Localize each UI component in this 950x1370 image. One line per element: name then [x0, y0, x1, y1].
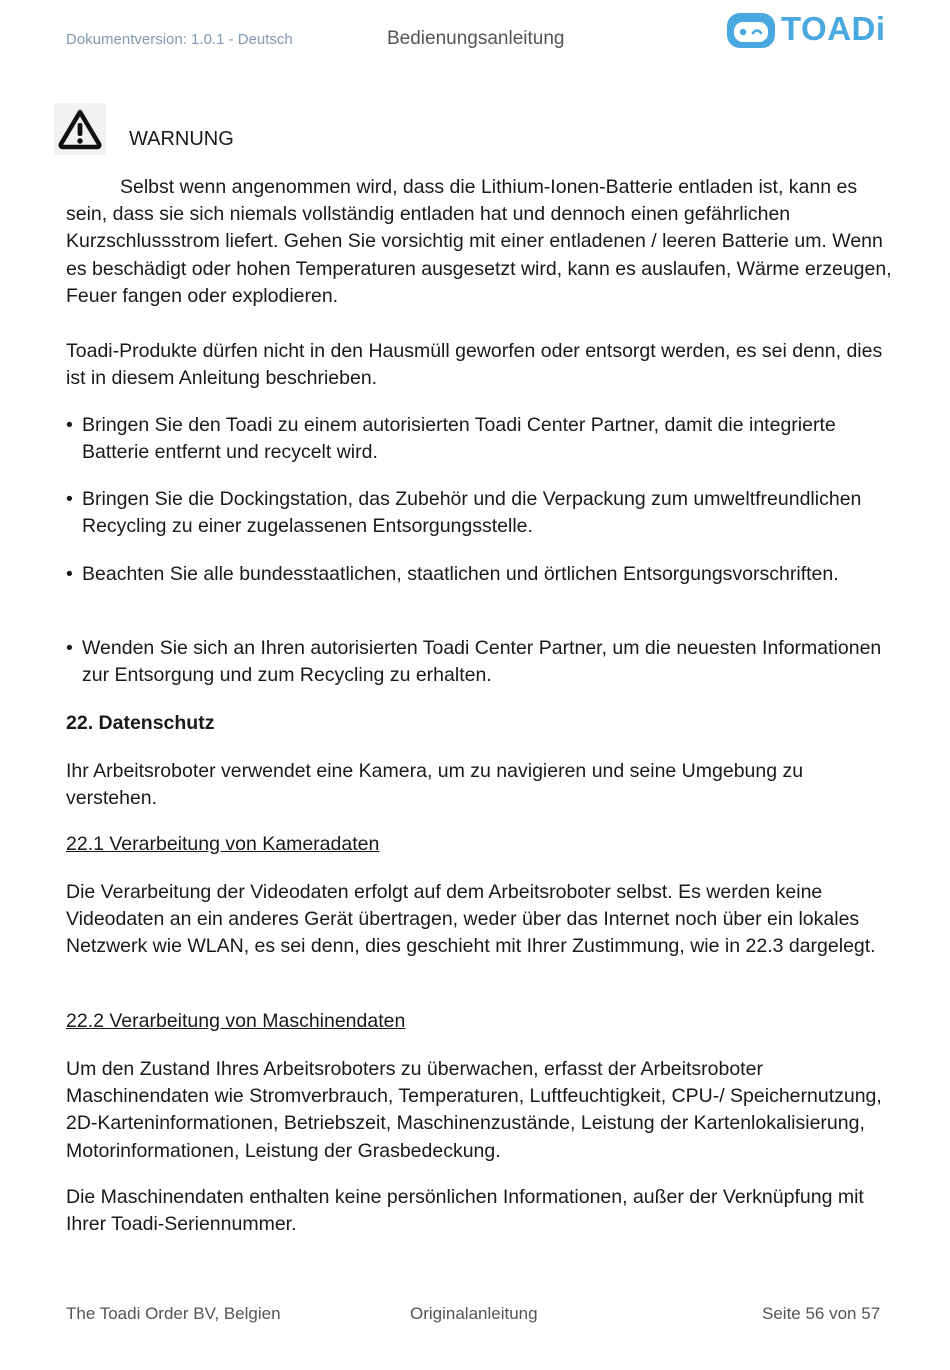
bullet-icon: •: [66, 414, 73, 436]
section-intro: Ihr Arbeitsroboter verwendet eine Kamera, um zu navigieren und seine Umgebung zu verstehen.: [66, 760, 804, 810]
page-number: Seite 56 von 57: [762, 1304, 881, 1323]
disposal-intro: Toadi-Produkte dürfen nicht in den Hausmüll geworfen oder entsorgt werden, es sei denn, dies ist in diesem Anleitung beschrieben.: [66, 340, 883, 390]
machine-data-note: Die Maschinendaten enthalten keine persönlichen Informationen, außer der Verknüpfung mit Ihrer Toadi-Seriennummer.: [66, 1186, 864, 1236]
list-item: [66, 412, 896, 466]
document-title: Bedienungsanleitung: [387, 28, 565, 49]
footer-company: The Toadi Order BV, Belgien: [66, 1304, 281, 1323]
list-item-text: Beachten Sie alle bundesstaatlichen, staatlichen und örtlichen Entsorgungsvorschriften.: [82, 563, 839, 585]
warning-icon: [54, 103, 106, 155]
subsection-title-machine: 22.2 Verarbeitung von Maschinendaten: [66, 1010, 406, 1032]
subsection-title-camera: 22.1 Verarbeitung von Kameradaten: [66, 833, 380, 855]
camera-data-text: Die Verarbeitung der Videodaten erfolgt auf dem Arbeitsroboter selbst. Es werden keine Videodaten an ein anderes Gerät übertragen, weder über das Internet noch über ein lokales Netzwerk wie WLAN, es sei denn, dies geschieht mit Ihrer Zustimmung, wie in 22.3 dargelegt.: [66, 881, 876, 958]
logo-wordmark: TOADi: [781, 10, 886, 47]
footer-center: Originalanleitung: [410, 1304, 538, 1323]
list-item-text: Wenden Sie sich an Ihren autorisierten Toadi Center Partner, um die neuesten Informationen zur Entsorgung und zum Recycling zu erhalten.: [82, 637, 882, 687]
warning-title: WARNUNG: [129, 128, 234, 150]
document-version: Dokumentversion: 1.0.1 - Deutsch: [66, 31, 293, 48]
section-heading: 22. Datenschutz: [66, 712, 215, 734]
machine-data-text: Um den Zustand Ihres Arbeitsroboters zu überwachen, erfasst der Arbeitsroboter Maschinendaten wie Stromverbrauch, Temperaturen, Luftfeuchtigkeit, CPU-/ Speichernutzung, 2D-Karteninformationen, Betriebszeit, Maschinenzustände, Leistung der Kartenlokalisierung, Motorinformationen, Leistung der Grasbedeckung.: [66, 1058, 882, 1162]
warning-text: Selbst wenn angenommen wird, dass die Lithium-Ionen-Batterie entladen ist, kann es sein, dass sie sich niemals vollständig entladen hat und dennoch einen gefährlichen Kurzschlussstrom liefert. Gehen Sie vorsichtig mit einer entladenen / leeren Batterie um. Wenn es beschädigt oder hohen Temperaturen ausgesetzt wird, kann es auslaufen, Wärme erzeugen, Feuer fangen oder explodieren.: [66, 176, 892, 307]
bullet-icon: •: [66, 488, 73, 510]
list-item: [66, 486, 896, 540]
list-item-text: Bringen Sie die Dockingstation, das Zubehör und die Verpackung zum umweltfreundlichen Recycling zu einer zugelassenen Entsorgungsstelle.: [82, 488, 862, 538]
bullet-icon: •: [66, 637, 73, 659]
list-item: [66, 561, 896, 588]
bullet-icon: •: [66, 563, 73, 585]
list-item: [66, 635, 896, 689]
list-item-text: Bringen Sie den Toadi zu einem autorisierten Toadi Center Partner, damit die integrierte Batterie entfernt und recycelt wird.: [82, 414, 836, 464]
